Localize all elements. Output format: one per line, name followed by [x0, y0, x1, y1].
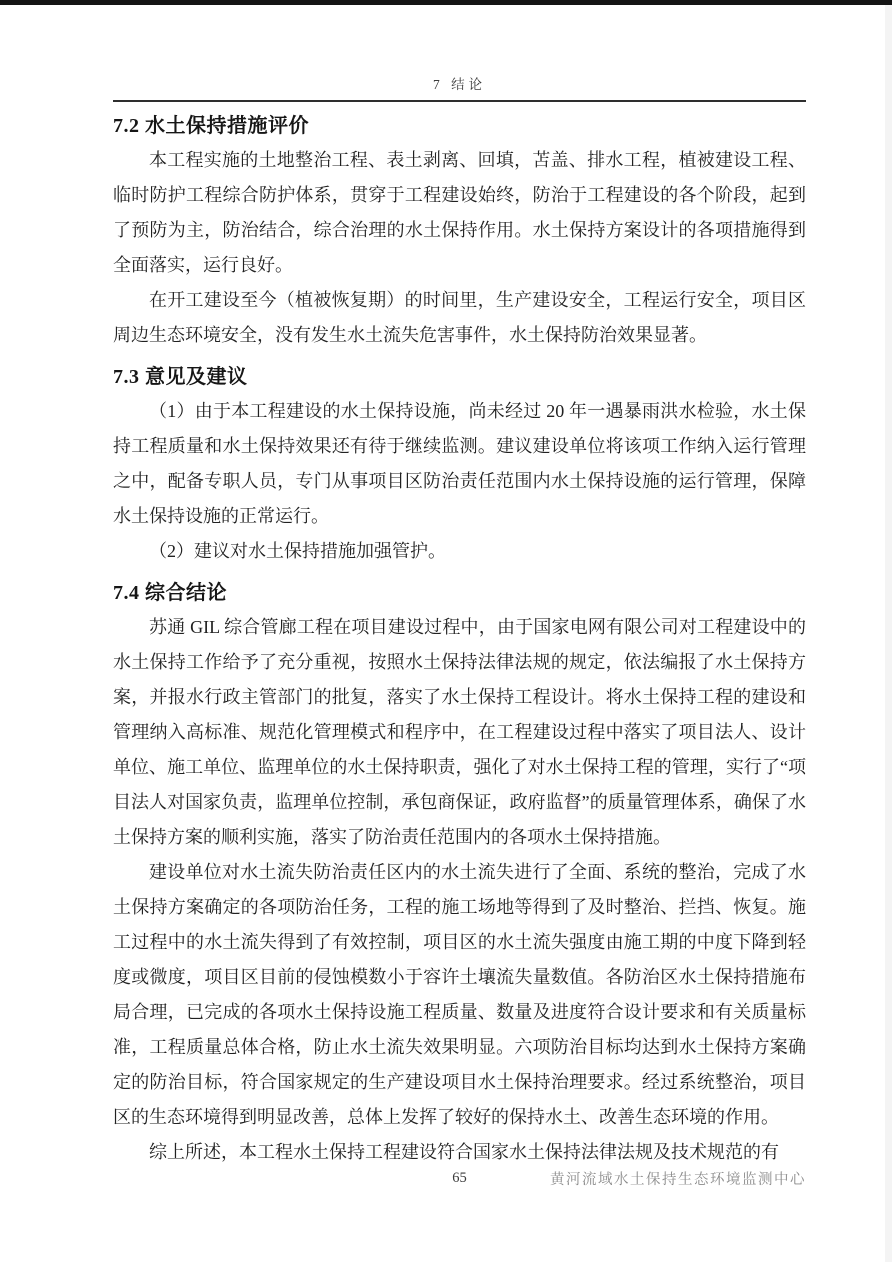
page-number: 65 [452, 1170, 467, 1186]
paragraph: 本工程实施的土地整治工程、表土剥离、回填，苫盖、排水工程，植被建设工程、临时防护工程综合防护体系，贯穿于工程建设始终，防治于工程建设的各个阶段，起到了预防为主，防治结合，综合治理的水土保持作用。水土保持方案设计的各项措施得到全面落实，运行良好。 [113, 150, 806, 275]
paragraph: （1）由于本工程建设的水土保持设施，尚未经过 20 年一遇暴雨洪水检验，水土保持工程质量和水土保持效果还有待于继续监测。建议建设单位将该项工作纳入运行管理之中，配备专职人员，专门从事项目区防治责任范围内水土保持设施的运行管理，保障水土保持设施的正常运行。 [113, 401, 806, 526]
running-header: 7 结论 [113, 77, 806, 102]
footer-organization: 黄河流域水土保持生态环境监测中心 [550, 1172, 806, 1188]
page-footer [113, 1168, 806, 1192]
document-body [113, 0, 806, 1170]
paragraph: 综上所述，本工程水土保持工程建设符合国家水土保持法律法规及技术规范的有 [149, 1142, 779, 1162]
scan-right-edge [885, 5, 892, 1262]
paragraph: 建设单位对水土流失防治责任区内的水土流失进行了全面、系统的整治，完成了水土保持方案确定的各项防治任务，工程的施工场地等得到了及时整治、拦挡、恢复。施工过程中的水土流失得到了有效控制，项目区的水土流失强度由施工期的中度下降到轻度或微度，项目区目前的侵蚀模数小于容许土壤流失量数值。各防治区水土保持措施布局合理，已完成的各项水土保持设施工程质量、数量及进度符合设计要求和有关质量标准，工程质量总体合格，防止水土流失效果明显。六项防治目标均达到水土保持方案确定的防治目标，符合国家规定的生产建设项目水土保持治理要求。经过系统整治，项目区的生态环境得到明显改善，总体上发挥了较好的保持水土、改善生态环境的作用。 [113, 862, 806, 1127]
paragraph: 苏通 GIL 综合管廊工程在项目建设过程中，由于国家电网有限公司对工程建设中的水土保持工作给予了充分重视，按照水土保持法律法规的规定，依法编报了水土保持方案，并报水行政主管部门的批复，落实了水土保持工程设计。将水土保持工程的建设和管理纳入高标准、规范化管理模式和程序中，在工程建设过程中落实了项目法人、设计单位、施工单位、监理单位的水土保持职责，强化了对水土保持工程的管理，实行了“项目法人对国家负责，监理单位控制，承包商保证，政府监督”的质量管理体系，确保了水土保持方案的顺利实施，落实了防治责任范围内的各项水土保持措施。 [113, 617, 806, 847]
section-heading-7-4: 7.4 综合结论 [113, 582, 227, 604]
section-heading-7-3: 7.3 意见及建议 [113, 366, 248, 388]
paragraph: （2）建议对水土保持措施加强管护。 [149, 541, 446, 561]
paragraph: 在开工建设至今（植被恢复期）的时间里，生产建设安全，工程运行安全，项目区周边生态环境安全，没有发生水土流失危害事件，水土保持防治效果显著。 [113, 290, 806, 345]
section-heading-7-2: 7.2 水土保持措施评价 [113, 115, 309, 137]
